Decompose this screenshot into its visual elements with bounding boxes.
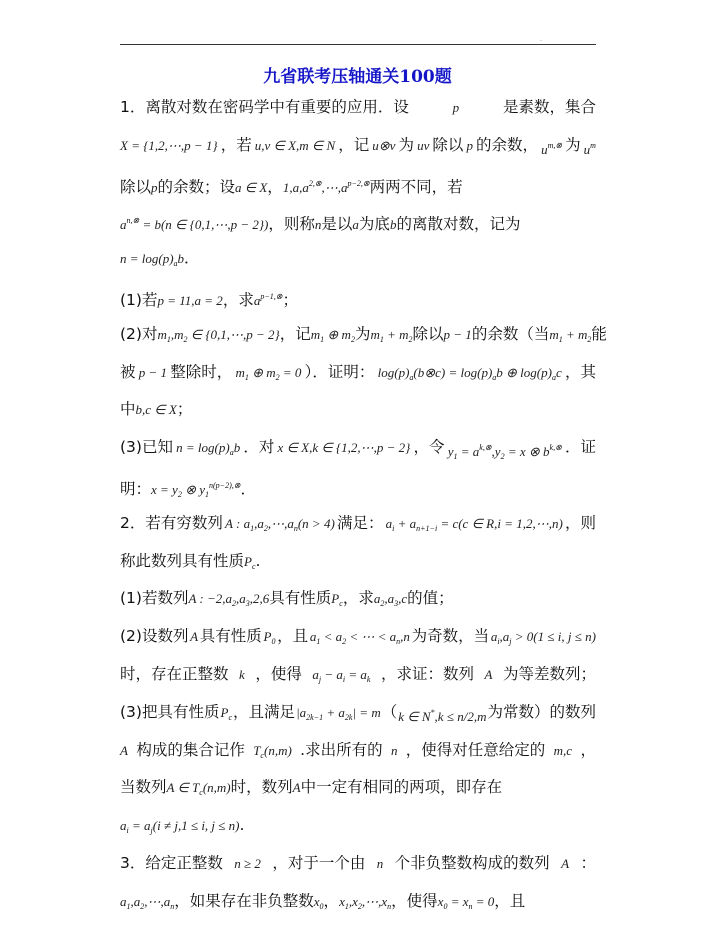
math-segment: ⊕ m (324, 326, 351, 342)
math-segment: j (318, 674, 322, 684)
math-segment: A (292, 780, 301, 796)
math-segment: n (170, 901, 175, 911)
math-segment: A (120, 742, 128, 758)
math-segment: 2 (232, 599, 237, 609)
math-segment: ,a (499, 629, 510, 645)
text-segment: 是以 (321, 215, 353, 234)
math-segment: b (389, 217, 397, 233)
text-line (120, 354, 596, 392)
math-segment: n = log(p) (120, 251, 174, 267)
math-segment: k,⊗ (549, 443, 562, 453)
math-segment: n (376, 855, 384, 871)
math-segment: = c(c ∈ R,i = 1,2,⋯,n) (437, 515, 563, 531)
text-line (120, 694, 596, 732)
text-segment: 时，存在正整数 (120, 664, 229, 683)
math-segment: ,m (170, 326, 184, 342)
math-segment: 0 (271, 637, 276, 647)
math-segment: c (555, 364, 562, 380)
text-segment: ，令 (413, 438, 445, 457)
document-body (120, 89, 607, 921)
math-segment: 2,⊗ (308, 178, 322, 188)
math-segment: c (260, 750, 264, 760)
text-segment: (1)若数列 (120, 589, 189, 608)
text-line (120, 883, 596, 921)
text-segment: 当数列 (120, 778, 167, 797)
math-segment: |a (296, 704, 307, 720)
math-segment: = 0 (279, 364, 302, 380)
text-segment: ： (580, 853, 596, 872)
math-segment: i (342, 674, 346, 684)
math-segment: c (199, 788, 203, 798)
math-segment: p − 1 (443, 326, 472, 342)
math-segment: m (370, 326, 380, 342)
math-segment: x = y (151, 481, 178, 497)
math-segment: P (220, 704, 229, 720)
math-segment: ,⋯,a (144, 893, 171, 909)
math-segment: A (561, 855, 570, 871)
text-line (120, 807, 596, 845)
math-segment: A : −2,a (188, 591, 233, 607)
text-segment: 两两不同，若 (369, 177, 463, 196)
text-line (120, 467, 596, 505)
math-segment: p − 1 (138, 364, 168, 380)
text-segment: （ (381, 702, 398, 721)
text-segment: 能 (591, 324, 607, 343)
text-segment: (1)若 (120, 290, 158, 309)
text-segment: ，求 (342, 589, 374, 608)
math-segment: x (313, 893, 320, 909)
header-rule (120, 44, 596, 45)
text-segment: 为奇数，当 (411, 627, 490, 646)
math-segment: = a (345, 666, 367, 682)
text-segment: 为 (398, 135, 415, 154)
math-segment: u⊗v (372, 137, 396, 153)
math-segment: n+1−i (416, 523, 438, 533)
text-line (120, 505, 596, 543)
math-segment: = a (457, 444, 480, 460)
math-segment: ,c (398, 591, 408, 607)
math-segment: ,⋯,a (267, 515, 294, 531)
math-segment: 0 (319, 901, 324, 911)
text-line (120, 89, 596, 127)
math-segment: a (492, 372, 497, 382)
math-segment: 2 (263, 523, 268, 533)
math-segment: A : a (225, 515, 251, 531)
math-segment: 2 (183, 334, 188, 344)
text-segment: . (255, 551, 261, 570)
text-line (120, 391, 596, 429)
math-segment: 1 (344, 901, 349, 911)
math-segment: = x (447, 893, 469, 909)
math-segment: 2k−1 (306, 712, 324, 722)
math-segment: x ∈ X,k ∈ {1,2,⋯,p − 2} (277, 440, 411, 456)
text-segment: ，求证：数列 (380, 664, 474, 683)
math-segment: x (437, 893, 444, 909)
math-segment: a ∈ X (235, 179, 268, 195)
text-line (120, 656, 596, 694)
math-segment: n (314, 217, 322, 233)
text-segment: ； (282, 290, 298, 309)
text-segment: 为常数）的数列 (487, 702, 596, 721)
math-segment: + a (394, 515, 417, 531)
math-segment: 2k (344, 712, 353, 722)
math-segment: ,a (384, 591, 395, 607)
text-line (120, 580, 596, 618)
math-segment: 2 (350, 334, 355, 344)
text-segment: 除以 (120, 177, 152, 196)
math-segment: k (366, 674, 371, 684)
math-segment: 3 (394, 599, 399, 609)
math-segment: n (390, 742, 398, 758)
text-segment: ，且满足 (233, 702, 296, 721)
math-segment: u (541, 141, 548, 157)
text-segment: ，如果存在非负整数 (174, 891, 314, 910)
math-segment: (n,m) (202, 780, 231, 796)
text-segment: .求出所有的 (300, 740, 383, 759)
math-segment: 2 (357, 901, 362, 911)
text-segment: 满足： (336, 513, 384, 532)
math-segment: 1 (320, 334, 325, 344)
text-segment: ，则称 (268, 215, 315, 234)
text-segment: 整除时， (170, 362, 233, 381)
math-segment: − a (321, 666, 343, 682)
text-segment: (3)已知 (120, 438, 173, 457)
math-segment: + m (562, 326, 588, 342)
math-segment: b (177, 251, 185, 267)
text-segment: (2)设数列 (120, 627, 189, 646)
text-line (120, 429, 596, 467)
text-segment: 构成的集合记作 (136, 740, 245, 759)
math-segment: b,c ∈ X (135, 402, 177, 418)
text-segment: 的离散对数，记为 (396, 215, 521, 234)
math-segment: m,⊗ (547, 140, 563, 150)
math-segment: 1 (205, 489, 209, 499)
text-segment: 的余数；设 (157, 177, 236, 196)
math-segment: j (150, 826, 153, 836)
math-segment: > 0(1 ≤ i, j ≤ n) (511, 629, 596, 645)
math-segment: A (484, 666, 493, 682)
math-segment: * (430, 707, 435, 717)
math-segment: 1 (166, 334, 171, 344)
math-segment: m (157, 326, 167, 342)
math-segment: k (239, 666, 245, 682)
text-segment: 为等差数列； (502, 664, 596, 683)
math-segment: a (409, 372, 414, 382)
math-segment: = a (128, 818, 151, 834)
math-segment: ,⋯,x (361, 893, 388, 909)
math-segment: a (229, 448, 234, 458)
math-segment: 3 (245, 599, 250, 609)
text-segment: ，记 (279, 324, 311, 343)
math-segment: 2 (408, 334, 413, 344)
math-segment: a (120, 217, 127, 233)
text-segment: 1．离散对数在密码学中有重要的应用．设 (120, 98, 409, 116)
math-segment: ⊗ y (181, 481, 205, 497)
text-segment: 的值； (407, 589, 454, 608)
math-segment: n (396, 637, 401, 647)
math-segment: ,n (400, 629, 410, 645)
text-segment: ，则 (564, 513, 596, 532)
text-segment: 2．若有穷数列 (120, 513, 223, 532)
math-segment: 0 (443, 901, 448, 911)
math-segment: log(p) (377, 364, 410, 380)
math-segment: c (339, 599, 343, 609)
text-segment: ， (267, 177, 283, 196)
math-segment: P (244, 553, 252, 569)
math-segment: A (190, 629, 199, 645)
math-segment: a (120, 893, 127, 909)
text-segment: 为 (565, 135, 581, 154)
text-line (120, 202, 596, 240)
text-segment: ； (176, 400, 193, 419)
math-segment: p (466, 137, 473, 153)
text-segment: ，对于一个由 (272, 853, 366, 872)
math-segment: a (309, 629, 317, 645)
math-segment: + a (323, 704, 345, 720)
math-segment: u,v ∈ X,m ∈ N (254, 137, 336, 153)
text-segment: 个非负整数构成的数列 (394, 853, 550, 872)
text-segment: 时，数列 (230, 778, 293, 797)
math-segment: m,c (553, 742, 573, 758)
math-segment: (b⊗c) = log(p) (413, 364, 493, 380)
math-segment: P (331, 591, 340, 607)
text-segment: ，其 (564, 362, 596, 381)
math-segment: ,y (491, 444, 501, 460)
text-segment: ，使得 (255, 664, 302, 683)
math-segment: j (509, 637, 512, 647)
text-segment: ，若 (220, 135, 252, 154)
math-segment: ,a (130, 893, 141, 909)
math-segment: p−1,⊗ (260, 291, 283, 301)
text-segment: ．对 (243, 438, 275, 457)
math-segment: 2 (587, 334, 592, 344)
math-segment: 1 (126, 901, 131, 911)
text-line (120, 316, 607, 354)
math-segment: = x ⊗ b (504, 444, 550, 460)
text-line (120, 769, 596, 807)
text-line (120, 732, 596, 770)
math-segment: P (263, 629, 272, 645)
math-segment: 1 (316, 637, 321, 647)
math-segment: p−2,⊗ (347, 178, 370, 188)
text-segment: 具有性质 (199, 627, 262, 646)
math-segment: a (551, 372, 556, 382)
math-segment: 2 (140, 901, 145, 911)
math-segment: k ∈ N (398, 708, 431, 724)
text-segment: 为底 (358, 215, 390, 234)
math-segment: A ∈ T (166, 780, 200, 796)
text-segment: . (239, 816, 245, 835)
math-segment: a (490, 629, 498, 645)
math-segment: ∈ {0,1,⋯,p − 2} (187, 326, 280, 342)
math-segment: n ≥ 2 (234, 855, 261, 871)
text-segment: 明： (120, 479, 152, 498)
math-segment: c (228, 712, 233, 722)
math-segment: n(p−2),⊗ (209, 480, 241, 490)
math-segment: b ⊕ log(p) (496, 364, 552, 380)
text-segment: ，求 (222, 290, 254, 309)
math-segment: p (151, 179, 158, 195)
text-segment: 为 (354, 324, 371, 343)
math-segment: X = {1,2,⋯,p − 1} (120, 137, 218, 153)
math-segment: k,⊗ (479, 443, 492, 453)
text-line (120, 543, 596, 581)
text-segment: 除以 (412, 324, 444, 343)
math-segment: m (549, 326, 559, 342)
text-segment: ，且 (277, 627, 309, 646)
text-line (120, 278, 596, 316)
header-mark: . (540, 36, 542, 43)
math-segment: a (120, 818, 127, 834)
text-segment: (2)对 (120, 324, 158, 343)
math-segment: + m (383, 326, 409, 342)
text-segment: ，记 (338, 135, 370, 154)
text-segment: ． (240, 479, 256, 498)
math-segment: x (339, 893, 345, 909)
math-segment: uv (417, 137, 430, 153)
math-segment: m (590, 140, 596, 150)
text-segment: 是素数，集合 (502, 98, 596, 116)
text-segment: 3．给定正整数 (120, 853, 223, 872)
text-line (120, 618, 596, 656)
math-segment: n (293, 523, 298, 533)
math-segment: i (497, 637, 500, 647)
text-segment: 中一定有相同的两项，即存在 (300, 778, 503, 797)
math-segment: 1 (453, 452, 458, 462)
text-line (120, 165, 596, 203)
text-segment: 的余数， (476, 135, 539, 154)
math-segment: 2 (380, 599, 385, 609)
document-title: 九省联考压轴通关100题 (263, 67, 452, 87)
text-segment: ． (184, 249, 200, 268)
math-segment: u (583, 141, 591, 157)
text-line (120, 240, 596, 278)
math-segment: y (447, 444, 454, 460)
text-segment: ，使得 (391, 891, 438, 910)
math-segment: | = m (352, 704, 381, 720)
math-segment: 1,a,a (282, 179, 309, 195)
math-segment: = b(n ∈ {0,1,⋯,p − 2}) (139, 217, 269, 233)
math-segment: 2 (500, 452, 505, 462)
math-segment: 1 (250, 523, 255, 533)
text-segment: ， (323, 891, 340, 910)
text-segment: ，使得对任意给定的 (405, 740, 546, 759)
math-segment: 1 (379, 334, 384, 344)
math-segment: = 0 (472, 893, 495, 909)
math-segment: n,⊗ (126, 216, 140, 226)
math-segment: a (385, 515, 393, 531)
math-segment: ,2,6 (249, 591, 270, 607)
text-line (120, 845, 596, 883)
math-segment: < a (320, 629, 343, 645)
text-segment: 具有性质 (269, 589, 332, 608)
math-segment: 2 (342, 637, 347, 647)
math-segment: p (452, 100, 460, 115)
math-segment: 1 (244, 372, 249, 382)
math-segment: i (392, 523, 395, 533)
math-segment: n (468, 901, 473, 911)
math-segment: p = 11,a = 2 (157, 292, 223, 308)
math-segment: 2 (177, 489, 182, 499)
math-segment: m (310, 326, 321, 342)
math-segment: T (253, 742, 261, 758)
math-segment: n (387, 901, 392, 911)
text-segment: 被 (120, 362, 136, 381)
text-segment: ，且 (494, 891, 526, 910)
math-segment: m (235, 364, 245, 380)
math-segment: a (373, 591, 381, 607)
text-line (120, 127, 596, 165)
math-segment: n = log(p) (176, 440, 230, 456)
math-segment: ,⋯,a (321, 179, 348, 195)
text-segment: 中 (120, 400, 136, 419)
text-segment: 的余数（当 (471, 324, 550, 343)
math-segment: 1 (558, 334, 563, 344)
math-segment: a (312, 666, 319, 682)
text-segment: 除以 (432, 135, 464, 154)
math-segment: (n,m) (263, 742, 292, 758)
math-segment: b (233, 440, 241, 456)
math-segment: ⊕ m (248, 364, 276, 380)
math-segment: ,x (348, 893, 358, 909)
math-segment: (n > 4) (297, 515, 335, 531)
text-segment: ）．证明： (304, 362, 375, 381)
math-segment: ,a (236, 591, 246, 607)
text-segment: ， (580, 740, 596, 759)
math-segment: a (253, 292, 261, 308)
math-segment: i (126, 826, 129, 836)
text-segment: 称此数列具有性质 (120, 551, 245, 570)
math-segment: a (352, 217, 359, 233)
math-segment: ,k ≤ n/2,m (434, 708, 487, 724)
math-segment: c (251, 561, 256, 571)
math-segment: a (173, 259, 178, 269)
text-segment: (3)把具有性质 (120, 702, 220, 721)
math-segment: ,a (254, 515, 264, 531)
math-segment: < ⋯ < a (346, 629, 397, 645)
text-segment: ．证 (564, 438, 596, 457)
math-segment: (i ≠ j,1 ≤ i, j ≤ n) (152, 818, 240, 834)
math-segment: 2 (275, 372, 280, 382)
